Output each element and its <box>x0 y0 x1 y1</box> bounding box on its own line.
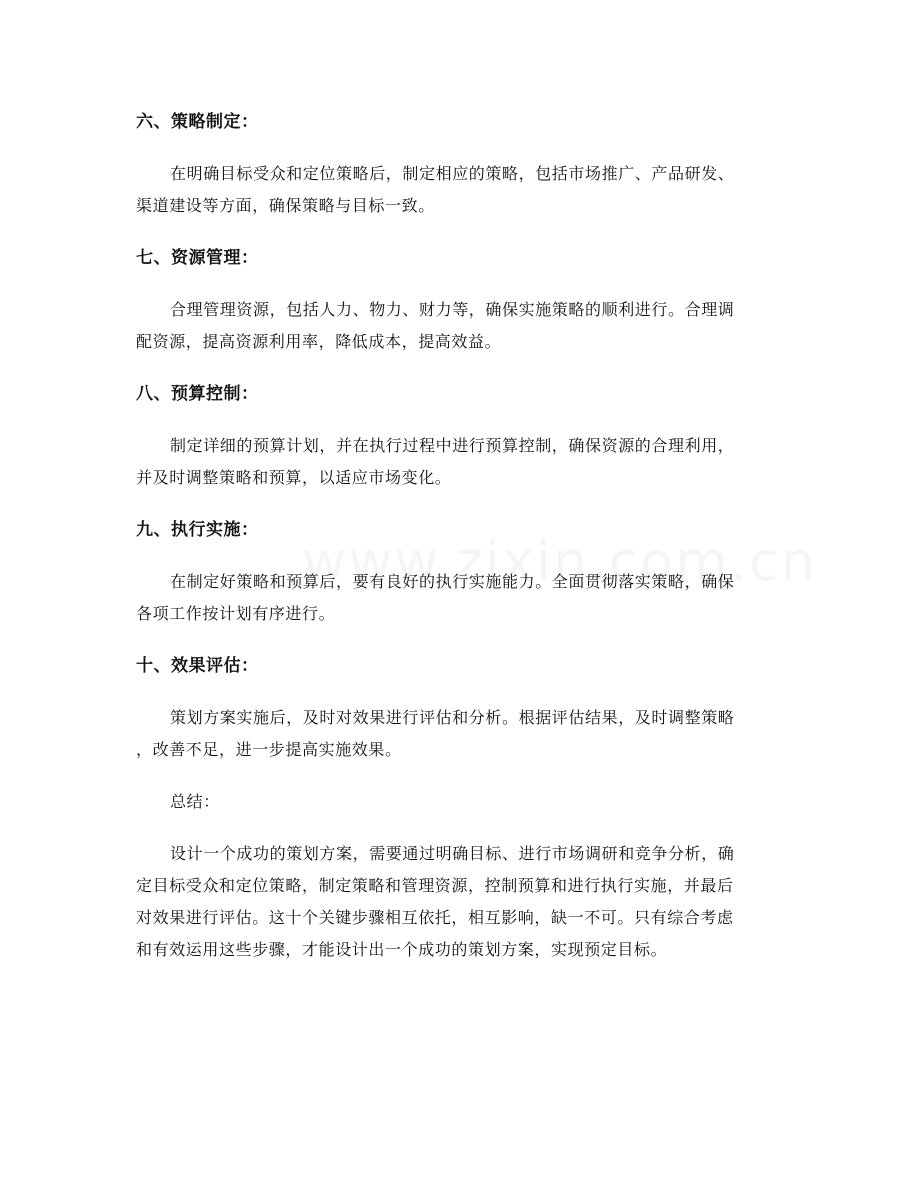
paragraph-line: 合理管理资源，包括人力、物力、财力等，确保实施策略的顺利进行。合理调 <box>170 300 735 319</box>
document-content <box>136 106 786 986</box>
section-paragraph-budget <box>136 430 786 494</box>
paragraph-line: 策划方案实施后，及时对效果进行评估和分析。根据评估结果，及时调整策略 <box>170 708 735 727</box>
paragraph-line: 和有效运用这些步骤，才能设计出一个成功的策划方案，实现预定目标。 <box>136 940 668 959</box>
section-heading-resource: 七、资源管理： <box>136 248 259 268</box>
section-paragraph-execution <box>136 566 786 630</box>
section-heading-execution: 九、执行实施： <box>136 520 259 540</box>
section-paragraph-resource <box>136 294 786 358</box>
section-heading-evaluation: 十、效果评估： <box>136 656 259 676</box>
section-heading-strategy: 六、策略制定： <box>136 112 259 132</box>
paragraph-line: 对效果进行评估。这十个关键步骤相互依托，相互影响，缺一不可。只有综合考虑 <box>136 908 734 927</box>
section-paragraph-evaluation <box>136 702 786 766</box>
section-paragraph-strategy <box>136 158 786 222</box>
paragraph-line: 在明确目标受众和定位策略后，制定相应的策略，包括市场推广、产品研发、 <box>170 164 735 183</box>
paragraph-line: ，改善不足，进一步提高实施效果。 <box>136 740 402 759</box>
paragraph-line: 制定详细的预算计划，并在执行过程中进行预算控制，确保资源的合理利用， <box>170 436 735 455</box>
paragraph-line: 渠道建设等方面，确保策略与目标一致。 <box>136 196 435 215</box>
section-heading-budget: 八、预算控制： <box>136 384 259 404</box>
summary-label: 总结： <box>170 792 220 811</box>
paragraph-line: 定目标受众和定位策略，制定策略和管理资源，控制预算和进行执行实施，并最后 <box>136 876 734 895</box>
paragraph-line: 在制定好策略和预算后，要有良好的执行实施能力。全面贯彻落实策略，确保 <box>170 572 735 591</box>
paragraph-line: 配资源，提高资源利用率，降低成本，提高效益。 <box>136 332 502 351</box>
paragraph-line: 并及时调整策略和预算，以适应市场变化。 <box>136 468 452 487</box>
paragraph-line: 设计一个成功的策划方案，需要通过明确目标、进行市场调研和竞争分析，确 <box>170 844 735 863</box>
paragraph-line: 各项工作按计划有序进行。 <box>136 604 336 623</box>
summary-paragraph <box>136 838 786 966</box>
